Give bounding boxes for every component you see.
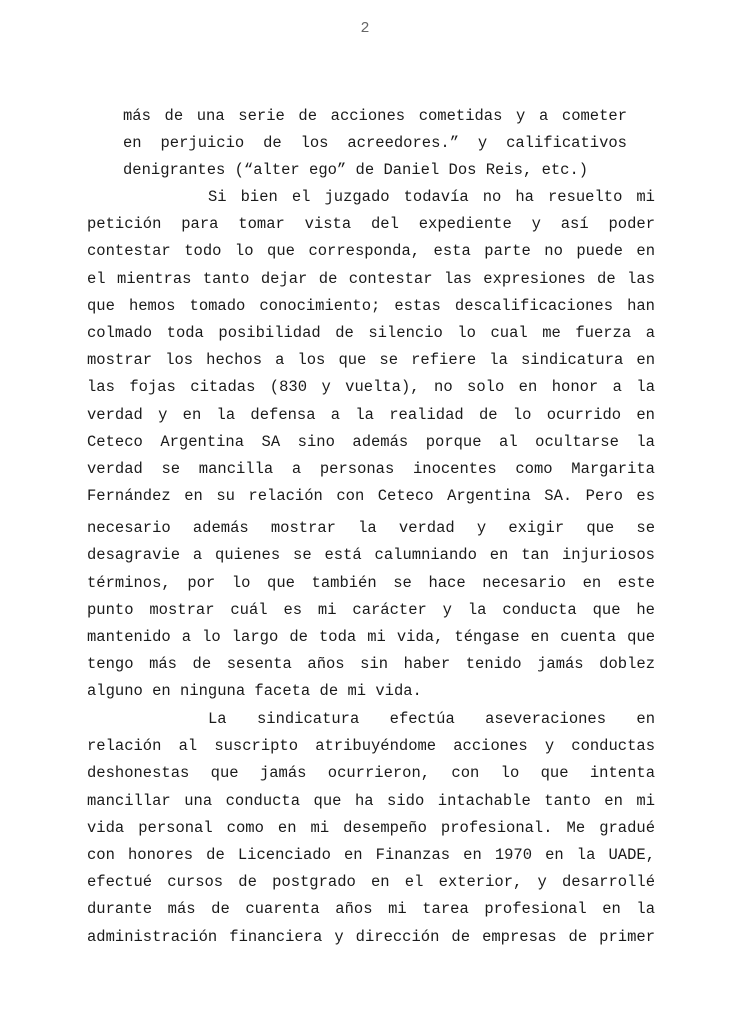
paragraph-1 xyxy=(87,184,655,706)
paragraph-line: el mientras tanto dejar de contestar las expresiones de las xyxy=(87,269,655,288)
paragraph-line: Fernández en su relación con Ceteco Argentina SA. Pero es xyxy=(87,487,655,506)
paragraph-line: mostrar los hechos a los que se refiere la sindicatura en xyxy=(87,351,655,370)
paragraph-line: efectué cursos de postgrado en el exterior, y desarrollé xyxy=(87,873,655,892)
paragraph-line: necesario además mostrar la verdad y exigir que se xyxy=(87,519,655,538)
quote-line: en perjuicio de los acreedores.” y calificativos xyxy=(123,134,627,153)
paragraph-line: relación al suscripto atribuyéndome acciones y conductas xyxy=(87,737,655,756)
paragraph-line: desagravie a quienes se está calumniando en tan injuriosos xyxy=(87,546,655,565)
paragraph-line: que hemos tomado conocimiento; estas descalificaciones han xyxy=(87,296,655,315)
paragraph-line: deshonestas que jamás ocurrieron, con lo que intenta xyxy=(87,764,655,783)
page-number: 2 xyxy=(360,20,370,37)
quote-line: más de una serie de acciones cometidas y a cometer xyxy=(123,107,627,125)
paragraph-line: petición para tomar vista del expediente y así poder xyxy=(87,215,655,234)
paragraph-line: mantenido a lo largo de toda mi vida, téngase en cuenta que xyxy=(87,628,655,646)
paragraph-line: punto mostrar cuál es mi carácter y la conducta que he xyxy=(87,600,655,619)
paragraph-line: verdad y en la defensa a la realidad de lo ocurrido en xyxy=(87,405,655,424)
paragraph-line: tengo más de sesenta años sin haber tenido jamás doblez xyxy=(87,655,655,674)
paragraph-line: La sindicatura efectúa aseveraciones en xyxy=(208,710,655,728)
paragraph-line: durante más de cuarenta años mi tarea profesional en la xyxy=(87,900,655,919)
paragraph-line: colmado toda posibilidad de silencio lo cual me fuerza a xyxy=(87,323,655,342)
paragraph-line: mancillar una conducta que ha sido intachable tanto en mi xyxy=(87,791,655,810)
paragraph-line: vida personal como en mi desempeño profesional. Me gradué xyxy=(87,818,655,837)
paragraph-line: términos, por lo que también se hace necesario en este xyxy=(87,573,655,592)
paragraph-line: alguno en ninguna faceta de mi vida. xyxy=(87,682,422,701)
paragraph-line: verdad se mancilla a personas inocentes como Margarita xyxy=(87,459,655,478)
paragraph-line: Si bien el juzgado todavía no ha resuelto mi xyxy=(208,188,655,206)
paragraph-line: las fojas citadas (830 y vuelta), no solo en honor a la xyxy=(87,378,655,397)
paragraph-line: administración financiera y dirección de empresas de primer xyxy=(87,927,655,946)
quoted-passage xyxy=(87,103,655,185)
paragraph-line: con honores de Licenciado en Finanzas en 1970 en la UADE, xyxy=(87,845,655,864)
quote-line: denigrantes (“alter ego” de Daniel Dos Reis, etc.) xyxy=(123,161,589,180)
paragraph-line: Ceteco Argentina SA sino además porque al ocultarse la xyxy=(87,432,655,451)
paragraph-line: contestar todo lo que corresponda, esta parte no puede en xyxy=(87,242,655,261)
paragraph-2 xyxy=(87,706,655,951)
